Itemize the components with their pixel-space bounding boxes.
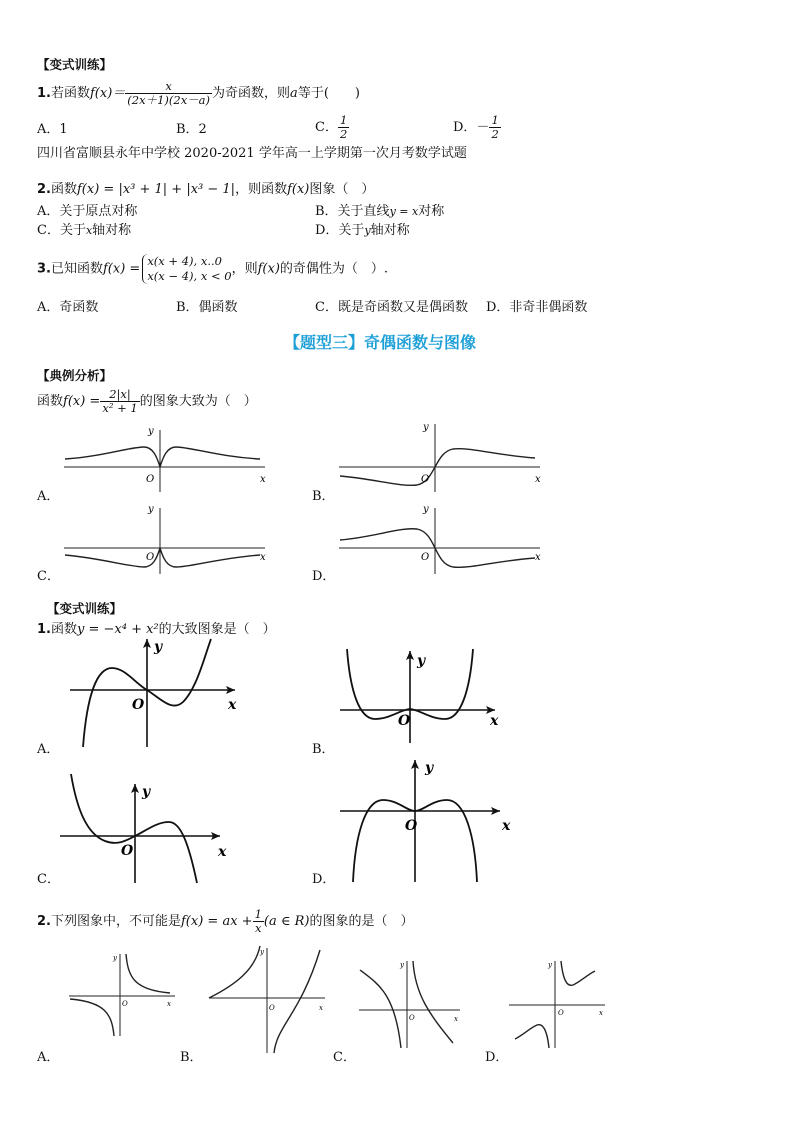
- denominator: 2: [491, 127, 499, 141]
- y-label: y: [154, 639, 163, 655]
- question-2: [37, 178, 374, 197]
- option-a: A．关于原点对称: [37, 204, 138, 219]
- x-label: x: [490, 713, 499, 729]
- y-label: y: [148, 426, 154, 437]
- variant-question-2: [37, 908, 413, 935]
- example-label-b: B．: [312, 489, 335, 504]
- fraction: [338, 114, 349, 141]
- option-label: B．关于直线: [315, 204, 390, 219]
- question-1: [37, 80, 360, 107]
- origin-label: O: [121, 843, 134, 859]
- question-text: ，则: [231, 261, 258, 277]
- option-text: 对称: [418, 204, 445, 219]
- variant1-label-b: B．: [312, 742, 335, 757]
- y-label: y: [148, 504, 154, 515]
- origin-label: O: [409, 1014, 415, 1022]
- question-number: 3.: [37, 261, 51, 277]
- origin-label: O: [405, 818, 418, 834]
- question-number: 2.: [37, 914, 51, 929]
- option-c: [315, 114, 349, 141]
- source-note: 四川省富顺县永年中学校 2020-2021 学年高一上学期第一次月考数学试题: [37, 146, 467, 161]
- origin-label: O: [146, 474, 155, 485]
- question-text: 的奇偶性为（ ）.: [279, 261, 389, 277]
- origin-label: O: [398, 713, 411, 729]
- variant1-label-d: D．: [312, 872, 336, 887]
- fraction: [253, 908, 264, 935]
- formula: y: [364, 224, 371, 237]
- option-b: [315, 200, 444, 219]
- numerator: x: [125, 80, 212, 94]
- denominator: 2: [339, 127, 348, 141]
- variant1-label-a: A．: [37, 742, 60, 757]
- origin-label: O: [421, 552, 430, 563]
- variant2-label-d: D．: [485, 1050, 509, 1065]
- y-label: y: [548, 961, 552, 969]
- question-text: 已知函数: [50, 261, 103, 277]
- formula: f(x) =: [103, 261, 141, 277]
- x-label: x: [260, 474, 266, 485]
- example-question: [37, 388, 257, 415]
- example-label-c: C．: [37, 569, 60, 584]
- numerator: 1: [491, 113, 499, 127]
- y-label: y: [113, 954, 117, 962]
- origin-label: O: [132, 697, 145, 713]
- example-graph-b: [335, 420, 550, 495]
- function-curve: [65, 447, 260, 467]
- x-label: x: [454, 1015, 458, 1023]
- function-curve: [209, 946, 260, 998]
- function-curve: [515, 1025, 549, 1048]
- example-graph-c: [60, 500, 275, 575]
- variant1-graph-b: [335, 645, 510, 745]
- formula: f(x) = ax +: [181, 914, 253, 929]
- question-text: 函数: [50, 182, 77, 197]
- variant2-label-a: A．: [37, 1050, 60, 1065]
- example-graph-a: [60, 420, 275, 495]
- function-curve: [274, 950, 320, 1053]
- x-label: x: [535, 474, 541, 485]
- y-label: y: [260, 948, 264, 956]
- numerator: 1: [339, 113, 348, 127]
- option-label: D．关于: [315, 223, 365, 238]
- fraction: [100, 388, 139, 415]
- question-text: 函数: [37, 394, 64, 409]
- formula: f(x) =: [63, 394, 101, 409]
- y-label: y: [425, 760, 434, 776]
- x-label: x: [535, 552, 541, 563]
- x-label: x: [260, 552, 266, 563]
- question-text: 等于( ): [297, 86, 360, 101]
- formula: (a ∈ R): [263, 914, 310, 929]
- function-curve: [561, 961, 595, 985]
- x-label: x: [228, 697, 237, 713]
- formula: f(x): [257, 261, 280, 277]
- example-tag: 【典例分析】: [37, 368, 113, 383]
- question-text: 的图象的是（ ）: [309, 914, 414, 929]
- option-d: [315, 219, 410, 238]
- y-label: y: [400, 961, 404, 969]
- variant2-graph-a: [65, 948, 180, 1038]
- option-text: 轴对称: [370, 223, 410, 238]
- y-label: y: [423, 422, 429, 433]
- formula: y = −x⁴ + x²: [77, 622, 159, 637]
- origin-label: O: [122, 1000, 128, 1008]
- variant2-graph-b: [205, 940, 330, 1055]
- question-text: 为奇函数，则: [212, 86, 291, 101]
- variant2-graph-d: [505, 955, 610, 1050]
- function-curve: [413, 961, 453, 1043]
- numerator: 1: [254, 907, 262, 921]
- example-graph-d: [335, 500, 550, 575]
- option-a: A．奇函数: [37, 300, 99, 315]
- fraction: [489, 114, 500, 141]
- question-text: 的图象大致为（ ）: [139, 394, 257, 409]
- example-label-d: D．: [312, 569, 336, 584]
- variant2-label-c: C．: [333, 1050, 356, 1065]
- origin-label: O: [146, 552, 155, 563]
- question-text: 下列图象中，不可能是: [50, 914, 181, 929]
- y-label: y: [142, 784, 151, 800]
- x-label: x: [218, 844, 227, 860]
- x-label: x: [599, 1009, 603, 1017]
- formula: y = x: [389, 205, 419, 218]
- origin-label: O: [421, 474, 430, 485]
- option-d: [453, 114, 501, 141]
- question-text: ，则函数: [235, 182, 288, 197]
- option-text: 轴对称: [92, 223, 132, 238]
- denominator: x: [254, 921, 262, 935]
- x-label: x: [167, 1000, 171, 1008]
- example-label-a: A．: [37, 489, 60, 504]
- option-label: C．关于: [37, 223, 86, 238]
- variant1-graph-c: [55, 770, 235, 885]
- y-label: y: [423, 504, 429, 515]
- variant1-graph-a: [65, 635, 250, 750]
- question-3: [37, 254, 388, 284]
- function-curve: [360, 970, 401, 1048]
- origin-label: O: [269, 1004, 275, 1012]
- x-label: x: [319, 1004, 323, 1012]
- y-label: y: [417, 653, 426, 669]
- option-c: [37, 219, 131, 238]
- denominator: (2x＋1)(2x－a): [127, 93, 211, 107]
- function-curve: [126, 954, 170, 993]
- option-a: A．1: [37, 122, 68, 137]
- question-text: 函数: [50, 622, 77, 637]
- variant2-label-b: B．: [180, 1050, 203, 1065]
- piecewise-brace: [142, 254, 231, 284]
- formula: f(x): [287, 182, 310, 197]
- numerator: 2|x|: [100, 388, 139, 402]
- fraction: [125, 80, 212, 107]
- x-label: x: [502, 818, 511, 834]
- option-label: C．: [315, 120, 338, 135]
- variant2-graph-c: [355, 955, 465, 1050]
- formula: f(x)＝: [90, 86, 126, 101]
- question-text: 的大致图象是（ ）: [158, 622, 276, 637]
- option-d: D．非奇非偶函数: [486, 300, 588, 315]
- case: x(x + 4), x..0: [147, 254, 222, 268]
- question-text: 图象（ ）: [309, 182, 375, 197]
- question-text: 若函数: [50, 86, 90, 101]
- question-number: 1.: [37, 86, 51, 101]
- variant-training-tag: 【变式训练】: [37, 57, 113, 72]
- function-curve: [70, 999, 114, 1036]
- question-number: 2.: [37, 182, 51, 197]
- function-curve: [65, 548, 260, 567]
- formula: x: [85, 224, 93, 237]
- option-b: B．2: [176, 122, 207, 137]
- variant1-graph-d: [335, 756, 515, 884]
- option-label: D．－: [453, 120, 490, 135]
- variable: a: [290, 86, 298, 101]
- option-b: B．偶函数: [176, 300, 238, 315]
- variant1-label-c: C．: [37, 872, 60, 887]
- option-c: C．既是奇函数又是偶函数: [315, 300, 468, 315]
- question-number: 1.: [37, 622, 51, 637]
- case: x(x − 4), x < 0: [147, 269, 232, 283]
- variant-training-tag: 【变式训练】: [47, 601, 123, 616]
- section-title: 【题型三】奇偶函数与图像: [284, 333, 477, 352]
- formula: f(x) = |x³ + 1| + |x³ − 1|: [77, 182, 236, 197]
- denominator: x² + 1: [102, 401, 138, 415]
- origin-label: O: [558, 1009, 564, 1017]
